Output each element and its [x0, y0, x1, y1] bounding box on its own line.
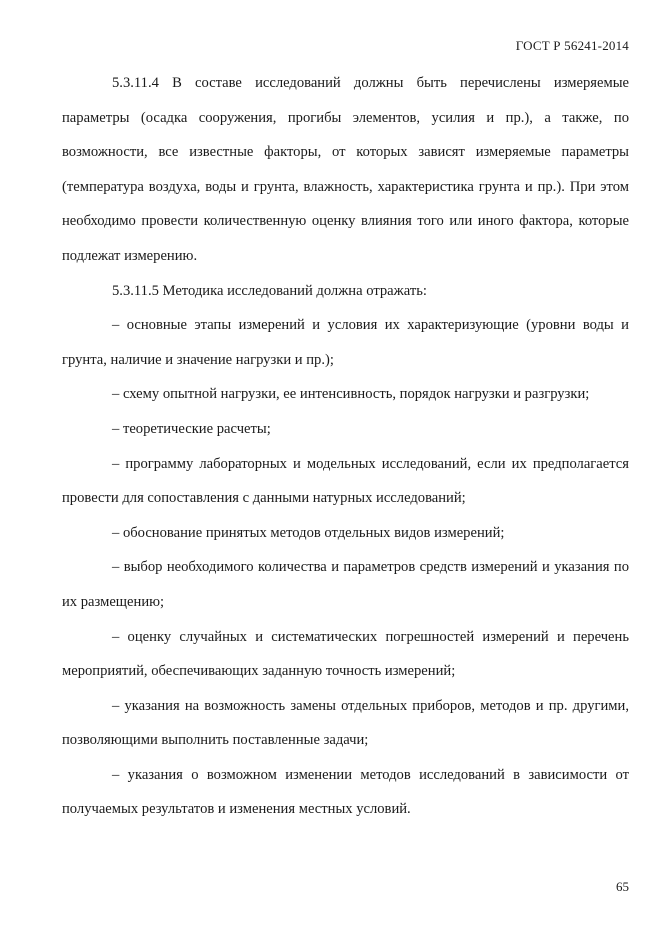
list-item: – теоретические расчеты; [112, 420, 271, 437]
list-item: – основные этапы измерений и условия их характеризующие (уровни воды и грунта, наличие и значение нагрузки и пр.); [62, 317, 629, 368]
document-body [62, 66, 629, 827]
list-item: – указания на возможность замены отдельных приборов, методов и пр. другими, позволяющими выполнить поставленные задачи; [62, 697, 629, 749]
list-item: – выбор необходимого количества и параметров средств измерений и указания по их размещению; [62, 559, 629, 610]
page-number: 65 [616, 879, 629, 894]
list-item: – схему опытной нагрузки, ее интенсивность, порядок нагрузки и разгрузки; [112, 386, 590, 403]
list-item: – оценку случайных и систематических погрешностей измерений и перечень мероприятий, обеспечивающих заданную точность измерений; [62, 628, 629, 680]
list-item: – обоснование принятых методов отдельных видов измерений; [112, 524, 505, 541]
paragraph-5-3-11-5: 5.3.11.5 Методика исследований должна отражать: [112, 282, 427, 299]
list-item: – указания о возможном изменении методов исследований в зависимости от получаемых результатов и изменения местных условий. [62, 766, 629, 818]
document-code-header: ГОСТ Р 56241-2014 [515, 38, 629, 53]
list-item: – программу лабораторных и модельных исследований, если их предполагается провести для сопоставления с данными натурных исследований; [62, 455, 629, 507]
paragraph-5-3-11-4: 5.3.11.4 В составе исследований должны быть перечислены измеряемые параметры (осадка сооружения, прогибы элементов, усилия и пр.), а также, по возможности, все известные факторы, от которых зависят измеряемые параметры (температура воздуха, воды и грунта, влажность, характеристика грунта и пр.). При этом необходимо провести количественную оценку влияния того или иного фактора, которые подлежат измерению. [62, 75, 629, 264]
